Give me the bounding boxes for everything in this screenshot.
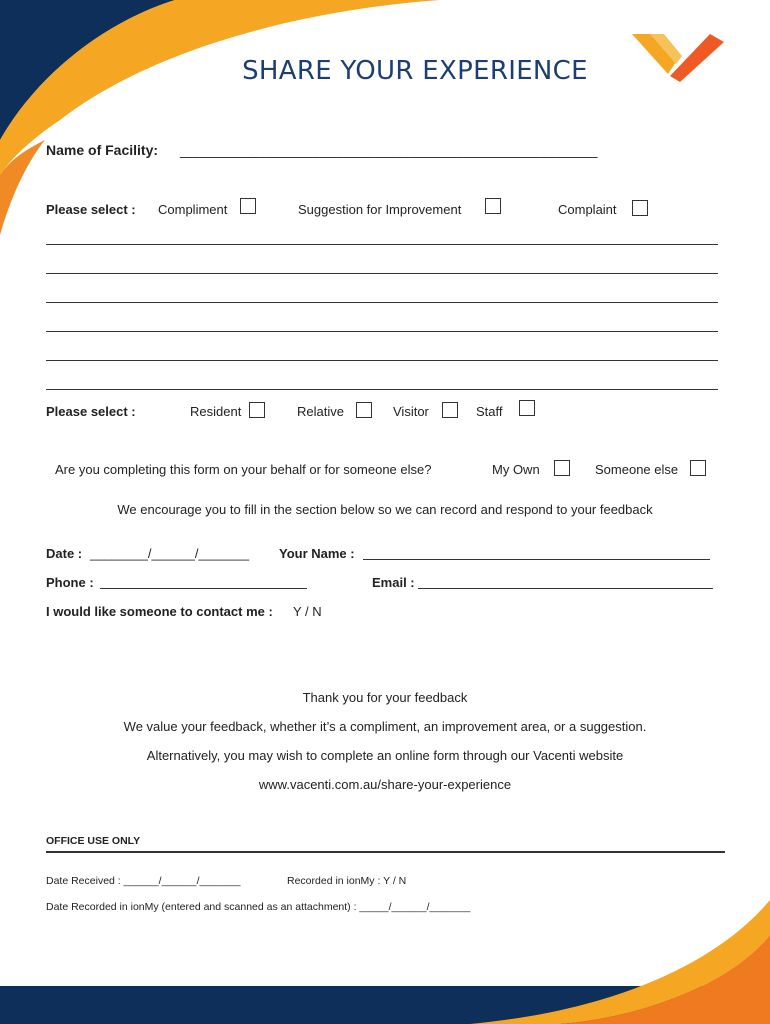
facility-label: Name of Facility: (46, 142, 159, 158)
date-recorded: Date Recorded in ionMy (entered and scanned as an attachment) : _____/______/_______ (46, 901, 471, 913)
staff-checkbox[interactable] (519, 400, 535, 416)
email-label: Email : (372, 575, 415, 590)
relative-label: Relative (297, 404, 344, 419)
suggestion-checkbox[interactable] (485, 198, 501, 214)
contact-label: I would like someone to contact me : (46, 604, 273, 619)
visitor-checkbox[interactable] (442, 402, 458, 418)
encourage-text: We encourage you to fill in the section below so we can record and respond to your feedback (117, 502, 653, 517)
website-url[interactable]: www.vacenti.com.au/share-your-experience (258, 777, 512, 792)
date-label: Date : (46, 546, 83, 561)
office-use-heading: OFFICE USE ONLY (46, 835, 141, 847)
feedback-type-label: Please select : (46, 202, 136, 217)
page-title: SHARE YOUR EXPERIENCE (242, 56, 588, 86)
comment-line[interactable] (46, 273, 718, 274)
my-own-checkbox[interactable] (554, 460, 570, 476)
visitor-label: Visitor (393, 404, 429, 419)
contact-value[interactable]: Y / N (293, 604, 322, 619)
complaint-label: Complaint (558, 202, 617, 217)
comment-line[interactable] (46, 244, 718, 245)
my-own-label: My Own (492, 462, 540, 477)
complaint-checkbox[interactable] (632, 200, 648, 216)
someone-else-checkbox[interactable] (690, 460, 706, 476)
compliment-checkbox[interactable] (240, 198, 256, 214)
phone-field[interactable] (100, 588, 307, 589)
staff-label: Staff (476, 404, 503, 419)
comment-line[interactable] (46, 302, 718, 303)
comment-line[interactable] (46, 389, 718, 390)
someone-else-label: Someone else (595, 462, 679, 477)
comment-line[interactable] (46, 331, 718, 332)
resident-checkbox[interactable] (249, 402, 265, 418)
date-received: Date Received : ______/______/_______ (46, 875, 241, 887)
compliment-label: Compliment (158, 202, 228, 217)
email-field[interactable] (418, 588, 713, 589)
phone-label: Phone : (46, 575, 94, 590)
suggestion-label: Suggestion for Improvement (298, 202, 462, 217)
name-field[interactable] (363, 559, 710, 560)
alternative-line: Alternatively, you may wish to complete an online form through our Vacenti website (146, 748, 624, 763)
behalf-question: Are you completing this form on your behalf or for someone else? (55, 462, 432, 477)
value-line: We value your feedback, whether it’s a compliment, an improvement area, or a suggestion. (123, 719, 647, 734)
comment-line[interactable] (46, 360, 718, 361)
thanks-line: Thank you for your feedback (302, 690, 468, 705)
facility-field[interactable]: _______________________________________________________ (180, 142, 598, 158)
recorded-in-ionmy: Recorded in ionMy : Y / N (287, 875, 407, 887)
relative-checkbox[interactable] (356, 402, 372, 418)
office-divider (46, 851, 725, 853)
resident-label: Resident (190, 404, 242, 419)
person-type-label: Please select : (46, 404, 136, 419)
name-label: Your Name : (279, 546, 355, 561)
date-field[interactable]: ________/______/_______ (90, 546, 250, 561)
